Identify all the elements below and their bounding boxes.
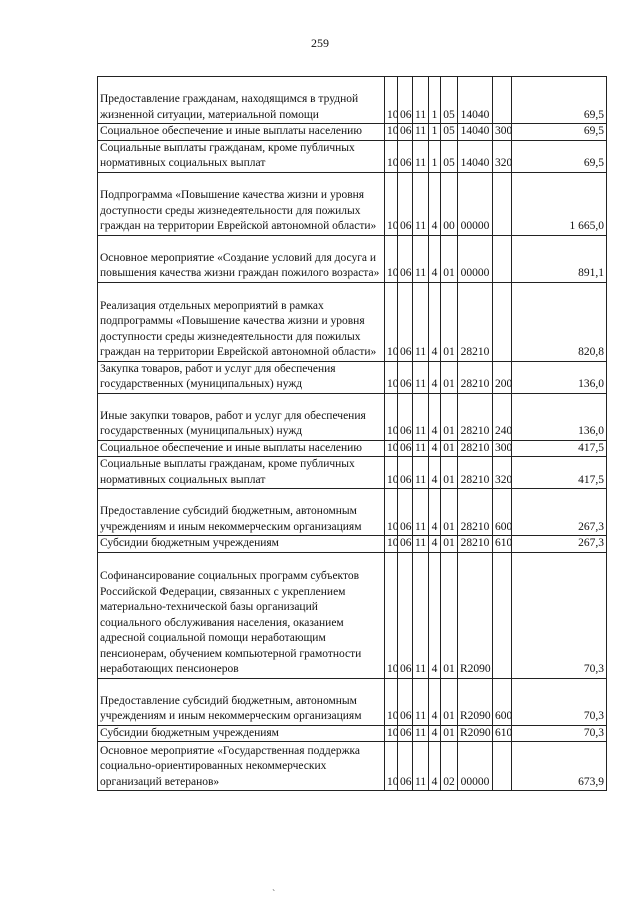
direction-code: 28210 xyxy=(458,361,493,393)
direction-code: 00000 xyxy=(458,172,493,235)
subprogram-code: 4 xyxy=(429,440,441,457)
expense-type-code: 610 xyxy=(493,725,512,742)
amount: 1 665,0 xyxy=(512,172,607,235)
section-code: 10 xyxy=(385,235,398,282)
program-code: 11 xyxy=(413,678,429,725)
subsection-code: 06 xyxy=(398,678,413,725)
table-row xyxy=(98,140,607,172)
subprogram-code: 4 xyxy=(429,536,441,553)
expense-type-code: 600 xyxy=(493,678,512,725)
expense-type-code: 320 xyxy=(493,457,512,489)
event-code: 01 xyxy=(441,489,458,536)
program-code: 11 xyxy=(413,235,429,282)
section-code: 10 xyxy=(385,552,398,678)
amount: 70,3 xyxy=(512,678,607,725)
subsection-code: 06 xyxy=(398,393,413,440)
subprogram-code: 4 xyxy=(429,678,441,725)
amount: 673,9 xyxy=(512,742,607,791)
direction-code: 28210 xyxy=(458,393,493,440)
program-code: 11 xyxy=(413,172,429,235)
row-name: Софинансирование социальных программ субъектов Российской Федерации, связанных с укреплением материально-технической базы организаций социального обслуживания населения, оказанием адресной социальной помощи неработающим пенсионерам, обучением компьютерной грамотности неработающих пенсионеров xyxy=(98,552,385,678)
expense-type-code: 200 xyxy=(493,361,512,393)
direction-code: 00000 xyxy=(458,742,493,791)
expense-type-code xyxy=(493,77,512,124)
row-name: Реализация отдельных мероприятий в рамках подпрограммы «Повышение качества жизни и уровня доступности среды жизнедеятельности для пожилых граждан на территории Еврейской автономной области» xyxy=(98,282,385,361)
event-code: 01 xyxy=(441,235,458,282)
event-code: 01 xyxy=(441,678,458,725)
section-code: 10 xyxy=(385,678,398,725)
section-code: 10 xyxy=(385,440,398,457)
amount: 820,8 xyxy=(512,282,607,361)
amount: 70,3 xyxy=(512,725,607,742)
subsection-code: 06 xyxy=(398,457,413,489)
event-code: 05 xyxy=(441,124,458,141)
section-code: 10 xyxy=(385,536,398,553)
table-row xyxy=(98,742,607,791)
subsection-code: 06 xyxy=(398,440,413,457)
table-row xyxy=(98,77,607,124)
section-code: 10 xyxy=(385,725,398,742)
subsection-code: 06 xyxy=(398,282,413,361)
table-row xyxy=(98,124,607,141)
program-code: 11 xyxy=(413,282,429,361)
amount: 417,5 xyxy=(512,457,607,489)
subprogram-code: 4 xyxy=(429,742,441,791)
direction-code: 28210 xyxy=(458,440,493,457)
row-name: Предоставление субсидий бюджетным, автономным учреждениям и иным некоммерческим организациям xyxy=(98,678,385,725)
subsection-code: 06 xyxy=(398,77,413,124)
amount: 136,0 xyxy=(512,393,607,440)
direction-code: R2090 xyxy=(458,552,493,678)
section-code: 10 xyxy=(385,742,398,791)
table-row xyxy=(98,552,607,678)
table-row xyxy=(98,440,607,457)
row-name: Предоставление субсидий бюджетным, автономным учреждениям и иным некоммерческим организациям xyxy=(98,489,385,536)
direction-code: 28210 xyxy=(458,536,493,553)
event-code: 01 xyxy=(441,536,458,553)
section-code: 10 xyxy=(385,393,398,440)
event-code: 01 xyxy=(441,552,458,678)
row-name: Социальное обеспечение и иные выплаты населению xyxy=(98,124,385,141)
program-code: 11 xyxy=(413,742,429,791)
event-code: 01 xyxy=(441,282,458,361)
expense-type-code xyxy=(493,235,512,282)
section-code: 10 xyxy=(385,361,398,393)
expense-type-code: 610 xyxy=(493,536,512,553)
amount: 69,5 xyxy=(512,77,607,124)
event-code: 05 xyxy=(441,77,458,124)
direction-code: 28210 xyxy=(458,282,493,361)
direction-code: 28210 xyxy=(458,489,493,536)
direction-code: R2090 xyxy=(458,725,493,742)
event-code: 01 xyxy=(441,393,458,440)
row-name: Подпрограмма «Повышение качества жизни и уровня доступности среды жизнедеятельности для пожилых граждан на территории Еврейской автономной области» xyxy=(98,172,385,235)
event-code: 02 xyxy=(441,742,458,791)
direction-code: 28210 xyxy=(458,457,493,489)
subprogram-code: 4 xyxy=(429,393,441,440)
table-row xyxy=(98,235,607,282)
table-row xyxy=(98,457,607,489)
expense-type-code xyxy=(493,282,512,361)
program-code: 11 xyxy=(413,536,429,553)
row-name: Субсидии бюджетным учреждениям xyxy=(98,536,385,553)
row-name: Предоставление гражданам, находящимся в трудной жизненной ситуации, материальной помощи xyxy=(98,77,385,124)
row-name: Основное мероприятие «Создание условий для досуга и повышения качества жизни граждан пожилого возраста» xyxy=(98,235,385,282)
row-name: Основное мероприятие «Государственная поддержка социально-ориентированных некоммерческих организаций ветеранов» xyxy=(98,742,385,791)
row-name: Социальное обеспечение и иные выплаты населению xyxy=(98,440,385,457)
expense-type-code xyxy=(493,172,512,235)
event-code: 01 xyxy=(441,361,458,393)
subprogram-code: 1 xyxy=(429,140,441,172)
subsection-code: 06 xyxy=(398,489,413,536)
table-row xyxy=(98,678,607,725)
expense-type-code xyxy=(493,742,512,791)
subprogram-code: 1 xyxy=(429,77,441,124)
table-row xyxy=(98,725,607,742)
section-code: 10 xyxy=(385,489,398,536)
section-code: 10 xyxy=(385,282,398,361)
subprogram-code: 4 xyxy=(429,457,441,489)
program-code: 11 xyxy=(413,77,429,124)
expense-type-code xyxy=(493,552,512,678)
subprogram-code: 4 xyxy=(429,282,441,361)
amount: 417,5 xyxy=(512,440,607,457)
direction-code: 14040 xyxy=(458,124,493,141)
direction-code: 14040 xyxy=(458,140,493,172)
event-code: 05 xyxy=(441,140,458,172)
subprogram-code: 4 xyxy=(429,235,441,282)
section-code: 10 xyxy=(385,124,398,141)
table-row xyxy=(98,282,607,361)
program-code: 11 xyxy=(413,552,429,678)
program-code: 11 xyxy=(413,725,429,742)
section-code: 10 xyxy=(385,77,398,124)
section-code: 10 xyxy=(385,140,398,172)
row-name: Субсидии бюджетным учреждениям xyxy=(98,725,385,742)
subsection-code: 06 xyxy=(398,361,413,393)
program-code: 11 xyxy=(413,124,429,141)
subsection-code: 06 xyxy=(398,552,413,678)
direction-code: R2090 xyxy=(458,678,493,725)
event-code: 01 xyxy=(441,725,458,742)
row-name: Социальные выплаты гражданам, кроме публичных нормативных социальных выплат xyxy=(98,457,385,489)
subprogram-code: 4 xyxy=(429,552,441,678)
table-row xyxy=(98,489,607,536)
subsection-code: 06 xyxy=(398,172,413,235)
section-code: 10 xyxy=(385,172,398,235)
page-number: 259 xyxy=(311,36,329,50)
amount: 267,3 xyxy=(512,536,607,553)
amount: 70,3 xyxy=(512,552,607,678)
expense-type-code: 240 xyxy=(493,393,512,440)
subsection-code: 06 xyxy=(398,124,413,141)
table-body xyxy=(98,77,607,791)
amount: 69,5 xyxy=(512,124,607,141)
subprogram-code: 4 xyxy=(429,489,441,536)
row-name: Закупка товаров, работ и услуг для обеспечения государственных (муниципальных) нужд xyxy=(98,361,385,393)
subsection-code: 06 xyxy=(398,536,413,553)
table-row xyxy=(98,361,607,393)
row-name: Социальные выплаты гражданам, кроме публичных нормативных социальных выплат xyxy=(98,140,385,172)
amount: 136,0 xyxy=(512,361,607,393)
expense-type-code: 600 xyxy=(493,489,512,536)
amount: 267,3 xyxy=(512,489,607,536)
event-code: 00 xyxy=(441,172,458,235)
program-code: 11 xyxy=(413,140,429,172)
program-code: 11 xyxy=(413,489,429,536)
amount: 891,1 xyxy=(512,235,607,282)
direction-code: 00000 xyxy=(458,235,493,282)
subprogram-code: 4 xyxy=(429,172,441,235)
expense-type-code: 320 xyxy=(493,140,512,172)
subsection-code: 06 xyxy=(398,742,413,791)
direction-code: 14040 xyxy=(458,77,493,124)
budget-table xyxy=(97,76,607,791)
subsection-code: 06 xyxy=(398,140,413,172)
subsection-code: 06 xyxy=(398,235,413,282)
subprogram-code: 1 xyxy=(429,124,441,141)
row-name: Иные закупки товаров, работ и услуг для обеспечения государственных (муниципальных) нужд xyxy=(98,393,385,440)
amount: 69,5 xyxy=(512,140,607,172)
program-code: 11 xyxy=(413,361,429,393)
table-row xyxy=(98,393,607,440)
table-row xyxy=(98,172,607,235)
subprogram-code: 4 xyxy=(429,361,441,393)
section-code: 10 xyxy=(385,457,398,489)
expense-type-code: 300 xyxy=(493,440,512,457)
subsection-code: 06 xyxy=(398,725,413,742)
event-code: 01 xyxy=(441,457,458,489)
subprogram-code: 4 xyxy=(429,725,441,742)
program-code: 11 xyxy=(413,393,429,440)
program-code: 11 xyxy=(413,457,429,489)
scan-mark: ` xyxy=(272,889,276,900)
table-row xyxy=(98,536,607,553)
program-code: 11 xyxy=(413,440,429,457)
expense-type-code: 300 xyxy=(493,124,512,141)
event-code: 01 xyxy=(441,440,458,457)
